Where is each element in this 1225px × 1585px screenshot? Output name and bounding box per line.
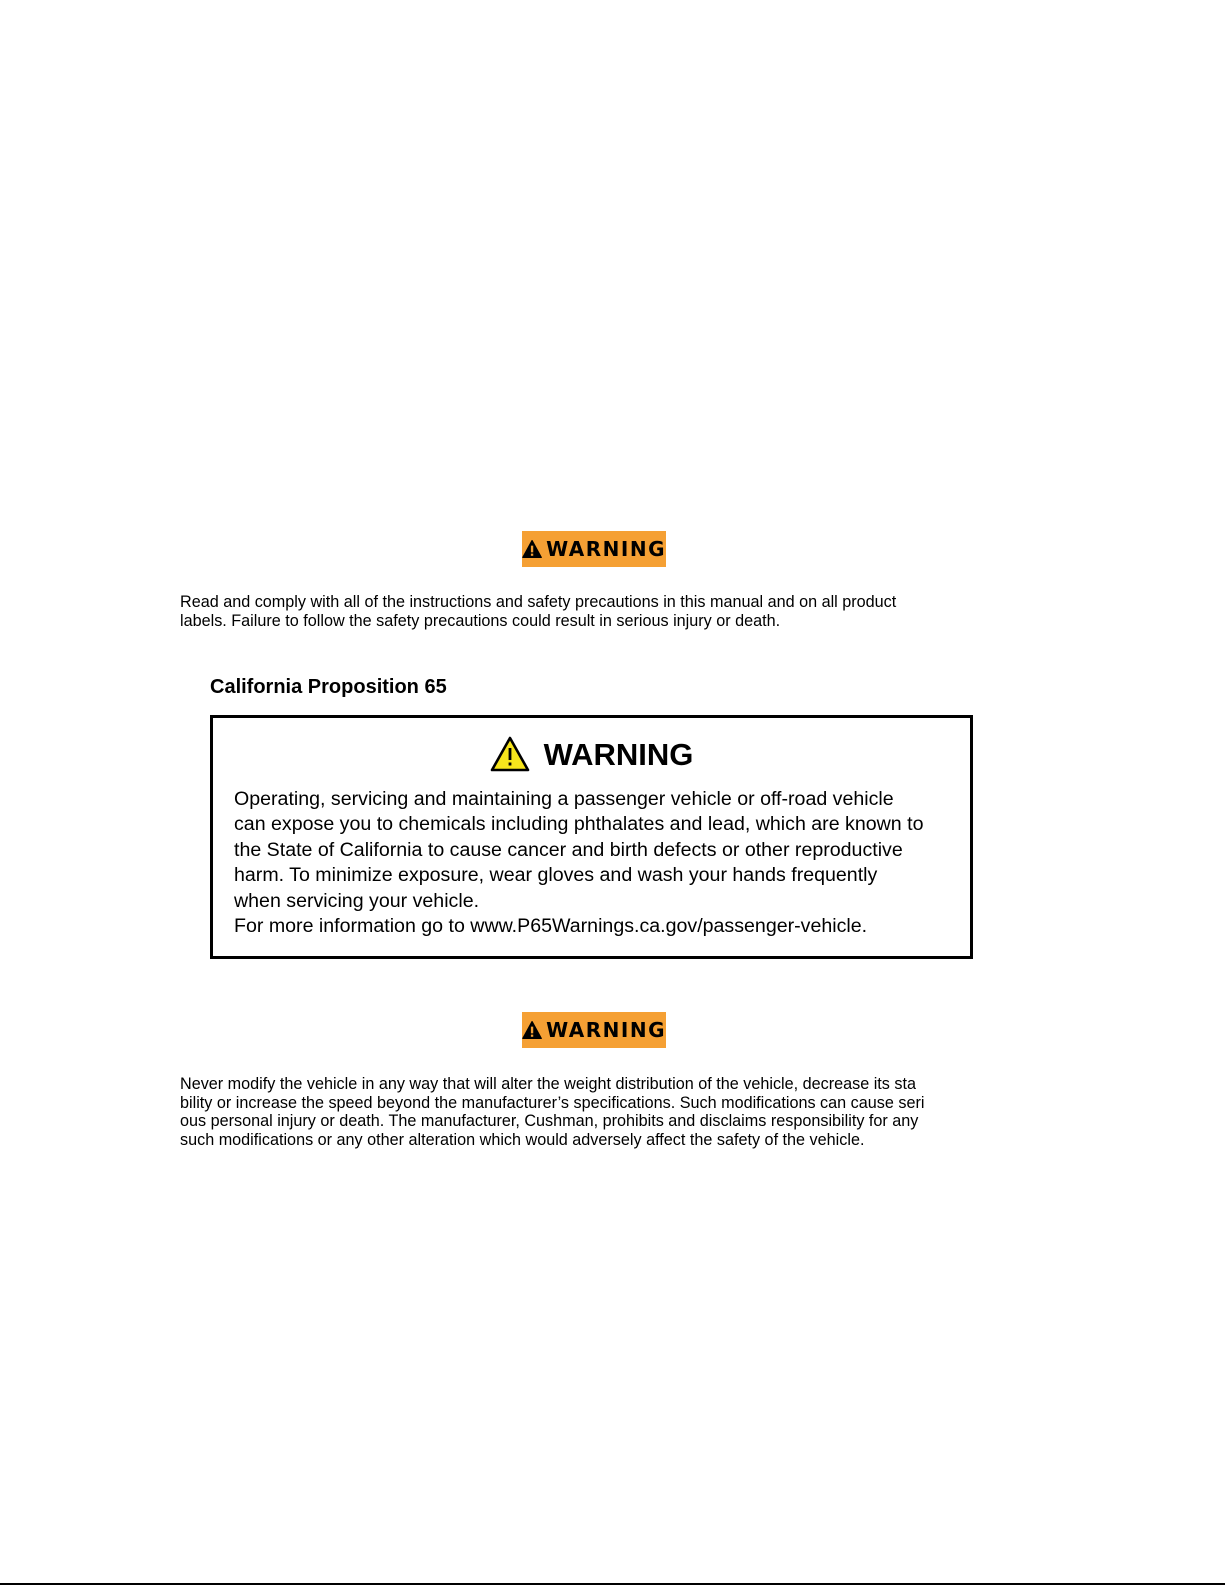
warning-badge-bottom — [522, 1012, 666, 1048]
warning-badge-top — [522, 531, 666, 567]
prop65-warning-title: WARNING — [543, 736, 694, 772]
modification-line: Never modify the vehicle in any way that will alter the weight distribution of the vehicle, decrease its sta — [180, 1075, 916, 1093]
warning-triangle-icon — [522, 538, 542, 560]
intro-paragraph — [180, 593, 1020, 630]
warning-badge-label: WARNING — [546, 1018, 666, 1042]
prop65-warning-text — [234, 787, 923, 939]
modification-line: such modifications or any other alteration which would adversely affect the safety of the vehicle. — [180, 1130, 865, 1149]
modification-line: ous personal injury or death. The manufacturer, Cushman, prohibits and disclaims responsibility for any — [180, 1112, 919, 1130]
prop65-heading: California Proposition 65 — [210, 676, 447, 698]
prop65-line: Operating, servicing and maintaining a passenger vehicle or off-road vehicle — [234, 788, 894, 810]
intro-line: Read and comply with all of the instructions and safety precautions in this manual and on all product — [180, 593, 897, 611]
modification-line: bility or increase the speed beyond the manufacturer’s specifications. Such modifications can cause seri — [180, 1093, 925, 1112]
warning-triangle-yellow-icon — [490, 736, 530, 772]
warning-triangle-icon — [522, 1019, 542, 1041]
prop65-line: the State of California to cause cancer and birth defects or other reproductive — [234, 838, 903, 861]
warning-badge-label: WARNING — [546, 537, 666, 561]
modification-paragraph — [180, 1075, 1020, 1149]
prop65-warning-header — [213, 736, 970, 772]
prop65-warning-box — [210, 715, 973, 959]
prop65-line: when servicing your vehicle. — [234, 889, 480, 912]
prop65-line: For more information go to www.P65Warnings.ca.gov/passenger-vehicle. — [234, 915, 868, 938]
intro-line: labels. Failure to follow the safety precautions could result in serious injury or death. — [180, 611, 781, 630]
prop65-line: can expose you to chemicals including phthalates and lead, which are known to — [234, 813, 924, 836]
prop65-line: harm. To minimize exposure, wear gloves and wash your hands frequently — [234, 864, 878, 887]
